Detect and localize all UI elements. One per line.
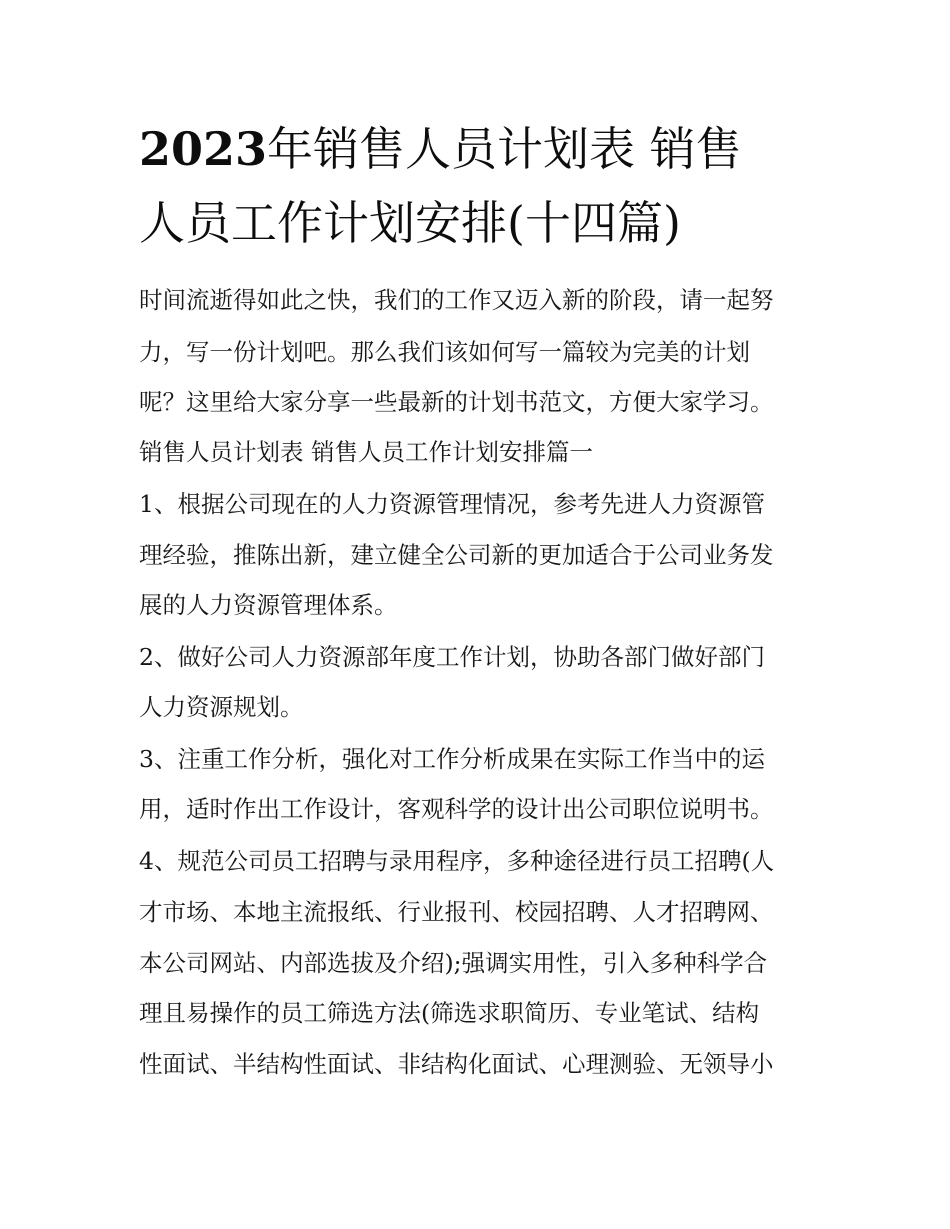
body-line: 2、做好公司人力资源部年度工作计划，协助各部门做好部门 bbox=[139, 643, 765, 671]
body-line: 人力资源规划。 bbox=[139, 693, 304, 721]
body-line: 时间流逝得如此之快，我们的工作又迈入新的阶段，请一起努 bbox=[139, 286, 774, 314]
title-year: 2023 bbox=[139, 122, 268, 176]
title-line-2: 人员工作计划安排(十四篇) bbox=[139, 196, 681, 250]
body-line: 理且易操作的员工筛选方法(筛选求职简历、专业笔试、结构 bbox=[139, 999, 760, 1027]
body-line: 3、注重工作分析，强化对工作分析成果在实际工作当中的运 bbox=[139, 745, 765, 773]
body-line: 才市场、本地主流报纸、行业报刊、校园招聘、人才招聘网、 bbox=[139, 898, 774, 926]
body-line: 理经验，推陈出新，建立健全公司新的更加适合于公司业务发 bbox=[139, 541, 774, 569]
body-line: 力，写一份计划吧。那么我们该如何写一篇较为完美的计划 bbox=[139, 338, 750, 366]
body-line: 1、根据公司现在的人力资源管理情况，参考先进人力资源管 bbox=[139, 490, 765, 518]
body-line: 呢？这里给大家分享一些最新的计划书范文，方便大家学习。 bbox=[139, 388, 774, 416]
body-line: 本公司网站、内部选拔及介绍);强调实用性，引入多种科学合 bbox=[139, 949, 768, 977]
body-line: 用，适时作出工作设计，客观科学的设计出公司职位说明书。 bbox=[139, 795, 774, 823]
title-line-1: 年销售人员计划表 销售 bbox=[267, 122, 742, 176]
section-heading: 销售人员计划表 销售人员工作计划安排篇一 bbox=[139, 438, 593, 466]
body-line: 性面试、半结构性面试、非结构化面试、心理测验、无领导小 bbox=[139, 1050, 774, 1078]
body-line: 4、规范公司员工招聘与录用程序，多种途径进行员工招聘(人 bbox=[139, 847, 775, 875]
document-title bbox=[139, 112, 839, 260]
body-line: 展的人力资源管理体系。 bbox=[139, 591, 398, 619]
